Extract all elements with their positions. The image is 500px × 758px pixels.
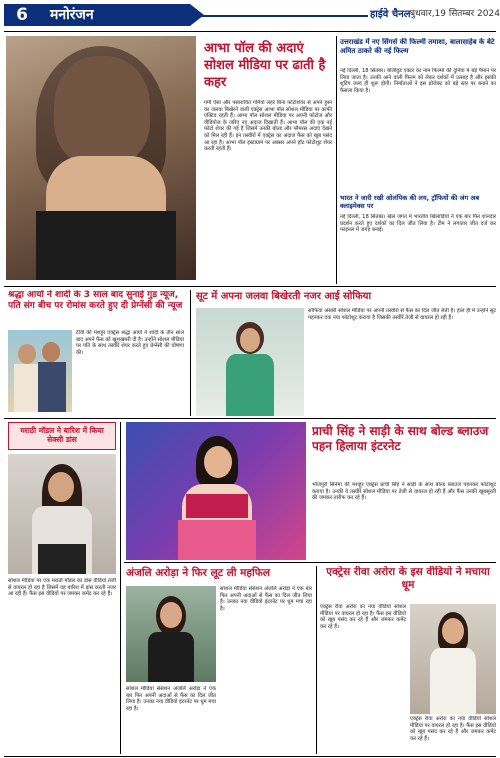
marathi-headline: मराठी मॉडल ने बारिश में किया सेक्सी डांस	[20, 426, 104, 444]
marathi-photo	[8, 454, 116, 574]
sofia-body: सोफिया अंसारी सोशल मीडिया पर अपनी तस्वीरों से फैंस का दिल जीत लेती हैं। हाल ही में उन्होंने सूट पहनकर एक नया फोटोशूट कराया है जिसकी तस्वीरें तेजी से वायरल हो रही हैं।	[308, 308, 496, 321]
shraddha-headline: श्रद्धा आर्या ने शादी के 3 साल बाद सुनाई गुड न्यूज, पति संग बीच पर रोमांस करते हुए दी प्रेग्नेंसी की न्यूज	[8, 290, 183, 311]
side-top-body: नई दिल्ली, 18 सितंबर। बॉलीवुड एक्टर का नाम फिल्मों की दुनिया में बड़े पैमाने पर लिया जाता है। उनकी आने वाली फिल्म को लेकर दर्शकों में उत्साह है और इसकी शूटिंग जल्द ही शुरू होगी। निर्माताओं ने इस प्रोजेक्ट को बड़े स्तर पर बनाने का फैसला किया है।	[340, 68, 496, 94]
column-divider-4	[316, 566, 317, 754]
side-mid-headline: भारत ने जारी रखी ओलंपिक की लय, ट्रॉफियों की जंग अब क्लाइमेक्स पर	[340, 194, 480, 210]
column-divider	[336, 36, 337, 284]
marathi-body: सोशल मीडिया पर एक मराठी मॉडल का डांस वीडियो तेजी से वायरल हो रहा है जिसमें वह बारिश में डांस करती नजर आ रही हैं। फैंस इस वीडियो पर जमकर कमेंट कर रहे हैं।	[8, 578, 116, 598]
reeva-body: एक्ट्रेस रीवा अरोरा का नया वीडियो सोशल मीडिया पर वायरल हो रहा है। फैंस इस वीडियो को खूब पसंद कर रहे हैं और जमकर कमेंट कर रहे हैं।	[320, 604, 406, 630]
anjali-headline: अंजलि अरोड़ा ने फिर लूट ली महफिल	[126, 567, 270, 579]
main-headline: आभा पॉल की अदाएं सोशल मीडिया पर ढाती है कहर	[204, 41, 326, 90]
row-divider-2	[4, 418, 496, 419]
page-bottom-rule	[4, 756, 496, 757]
side-top-headline: उत्तराखंड में नए सिंगर्स की फिल्मी तमाशा, बालासाहेब के बेटे अमित ठाकरे की नई फिल्म	[340, 38, 495, 55]
anjali-body-continued: सोशल मीडिया सेंसेशन अंजलि अरोड़ा ने एक बार फिर अपनी अदाओं से फैंस का दिल जीत लिया है। उनका नया वीडियो इंटरनेट पर धूम मचा रहा है।	[126, 686, 216, 712]
marathi-headline-box	[8, 422, 116, 450]
prachi-body: भोजपुरी सिनेमा की मशहूर एक्ट्रेस प्राची सिंह ने साड़ी के साथ बोल्ड ब्लाउज पहनकर फोटोशूट कराया है। उनकी ये तस्वीरें सोशल मीडिया पर तेजी से वायरल हो रही हैं और फैंस उनकी खूबसूरती की जमकर तारीफ कर रहे हैं।	[312, 482, 496, 502]
shraddha-body: टीवी की मशहूर एक्ट्रेस श्रद्धा आर्या ने शादी के तीन साल बाद अपने फैंस को खुशखबरी दी है। उन्होंने सोशल मीडिया पर पति के साथ तस्वीरें शेयर करते हुए प्रेग्नेंसी की घोषणा की।	[76, 330, 184, 356]
row-divider-1	[4, 286, 496, 287]
anjali-photo	[126, 586, 216, 682]
reeva-photo	[410, 604, 496, 714]
main-body: गर्मी ऐसा और पसारायित गर्मियों लहरें बिना फोटोशेयर से अपने हुस्न का जलवा बिखेरने वाली एक्ट्रेस आभा पॉल सोशल मीडिया पर काफी एक्टिव रहती हैं। आभा पॉल सोशल मीडिया पर अपनी फोटोज और वीडियोज के जरिए नए अंदाज दिखाती हैं। आभा पॉल की एक नई फोटो शेयर की गई है जिसमें उनकी बोल्ड और ग्लैमरस अदाएं देखने को मिल रही हैं। इन तस्वीरों में एक्ट्रेस का अंदाज फैंस को खूब पसंद आ रहा है। आभा पॉल इंस्टाग्राम पर अक्सर अपने हॉट फोटोशूट शेयर करती रहती हैं।	[204, 100, 332, 153]
reeva-body-continued: एक्ट्रेस रीवा अरोरा का नया वीडियो सोशल मीडिया पर वायरल हो रहा है। फैंस इस वीडियो को खूब पसंद कर रहे हैं और जमकर कमेंट कर रहे हैं।	[410, 716, 496, 742]
shraddha-photo	[8, 330, 72, 412]
prachi-photo	[126, 422, 306, 560]
side-mid-body: नई दिल्ली, 18 सितंबर। खेल जगत में भारतीय खिलाड़ियों ने एक बार फिर शानदार प्रदर्शन करते हुए दर्शकों का दिल जीत लिया है। टीम ने लगातार जीत दर्ज कर फाइनल में जगह बनाई।	[340, 214, 496, 234]
section-title: मनोरंजन	[40, 4, 190, 26]
page-header	[0, 0, 500, 30]
sofia-photo	[196, 308, 304, 416]
header-rule	[200, 15, 368, 17]
sofia-headline: सूट में अपना जलवा बिखेरती नजर आई सोफिया	[196, 291, 372, 302]
main-photo	[6, 36, 196, 280]
anjali-body: सोशल मीडिया सेंसेशन अंजलि अरोड़ा ने एक बार फिर अपनी अदाओं से फैंस का दिल जीत लिया है। उनका नया वीडियो इंटरनेट पर धूम मचा रहा है।	[220, 586, 312, 612]
header-divider	[4, 31, 496, 32]
row-divider-3	[124, 562, 496, 563]
newspaper-name: हाईवे चैनल	[370, 9, 411, 20]
column-divider-3	[120, 422, 121, 754]
page-number: 6	[4, 4, 40, 26]
issue-date: बुधवार,19 सितम्बर 2024	[410, 9, 500, 19]
column-divider-2	[190, 290, 191, 416]
prachi-headline: प्राची सिंह ने साड़ी के साथ बोल्ड ब्लाउज पहन हिलाया इंटरनेट	[312, 424, 489, 453]
reeva-headline: एक्ट्रेस रीवा अरोरा के इस वीडियो ने मचाया धूम	[326, 566, 490, 591]
